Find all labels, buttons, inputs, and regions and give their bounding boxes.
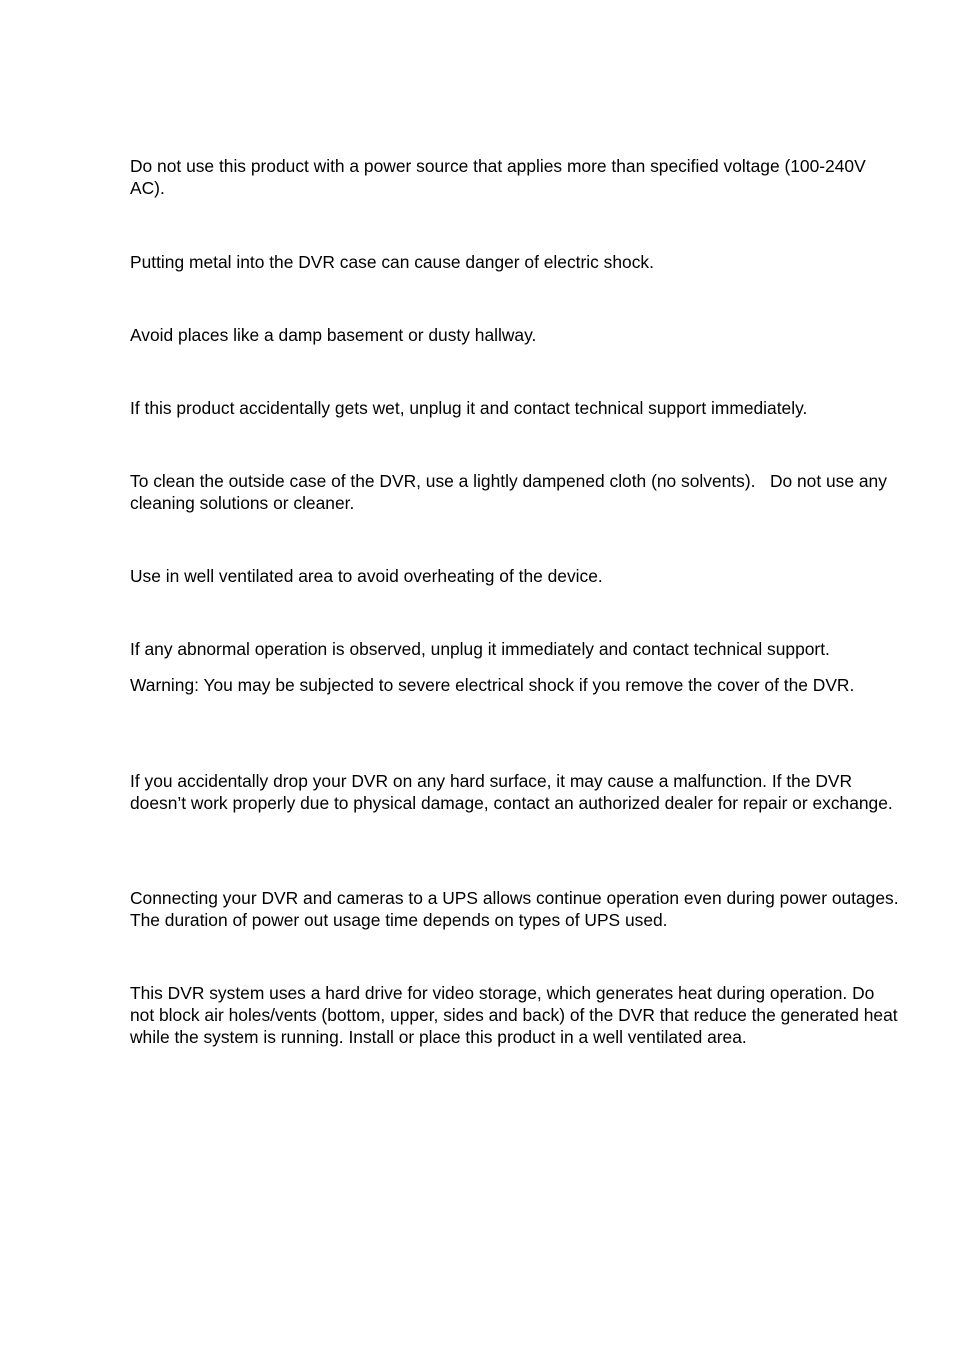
paragraph-voltage: Do not use this product with a power source that applies more than specified voltage (100-240V AC). bbox=[130, 156, 870, 198]
paragraph-drop: If you accidentally drop your DVR on any hard surface, it may cause a malfunction. If the DVR doesn’t work properly due to physical damage, contact an authorized dealer for repair or exchange. bbox=[130, 771, 893, 813]
paragraph-metal: Putting metal into the DVR case can cause danger of electric shock. bbox=[130, 252, 654, 272]
paragraph-heat: This DVR system uses a hard drive for video storage, which generates heat during operation. Do not block air holes/vents (bottom, upper, sides and back) of the DVR that reduce the generated heat while the system is running. Install or place this product in a well ventilated area. bbox=[130, 983, 903, 1047]
paragraph-wet: If this product accidentally gets wet, unplug it and contact technical support immediately. bbox=[130, 398, 808, 418]
paragraph-ventilation: Use in well ventilated area to avoid overheating of the device. bbox=[130, 566, 603, 586]
paragraph-ups: Connecting your DVR and cameras to a UPS allows continue operation even during power outages. The duration of power out usage time depends on types of UPS used. bbox=[130, 888, 913, 930]
paragraph-damp-places: Avoid places like a damp basement or dusty hallway. bbox=[130, 325, 537, 345]
paragraph-abnormal-operation: If any abnormal operation is observed, unplug it immediately and contact technical support. bbox=[130, 639, 830, 659]
paragraph-cleaning: To clean the outside case of the DVR, use a lightly dampened cloth (no solvents). Do not use any cleaning solutions or cleaner. bbox=[130, 471, 892, 513]
paragraph-warning-cover: Warning: You may be subjected to severe electrical shock if you remove the cover of the DVR. bbox=[130, 675, 855, 695]
